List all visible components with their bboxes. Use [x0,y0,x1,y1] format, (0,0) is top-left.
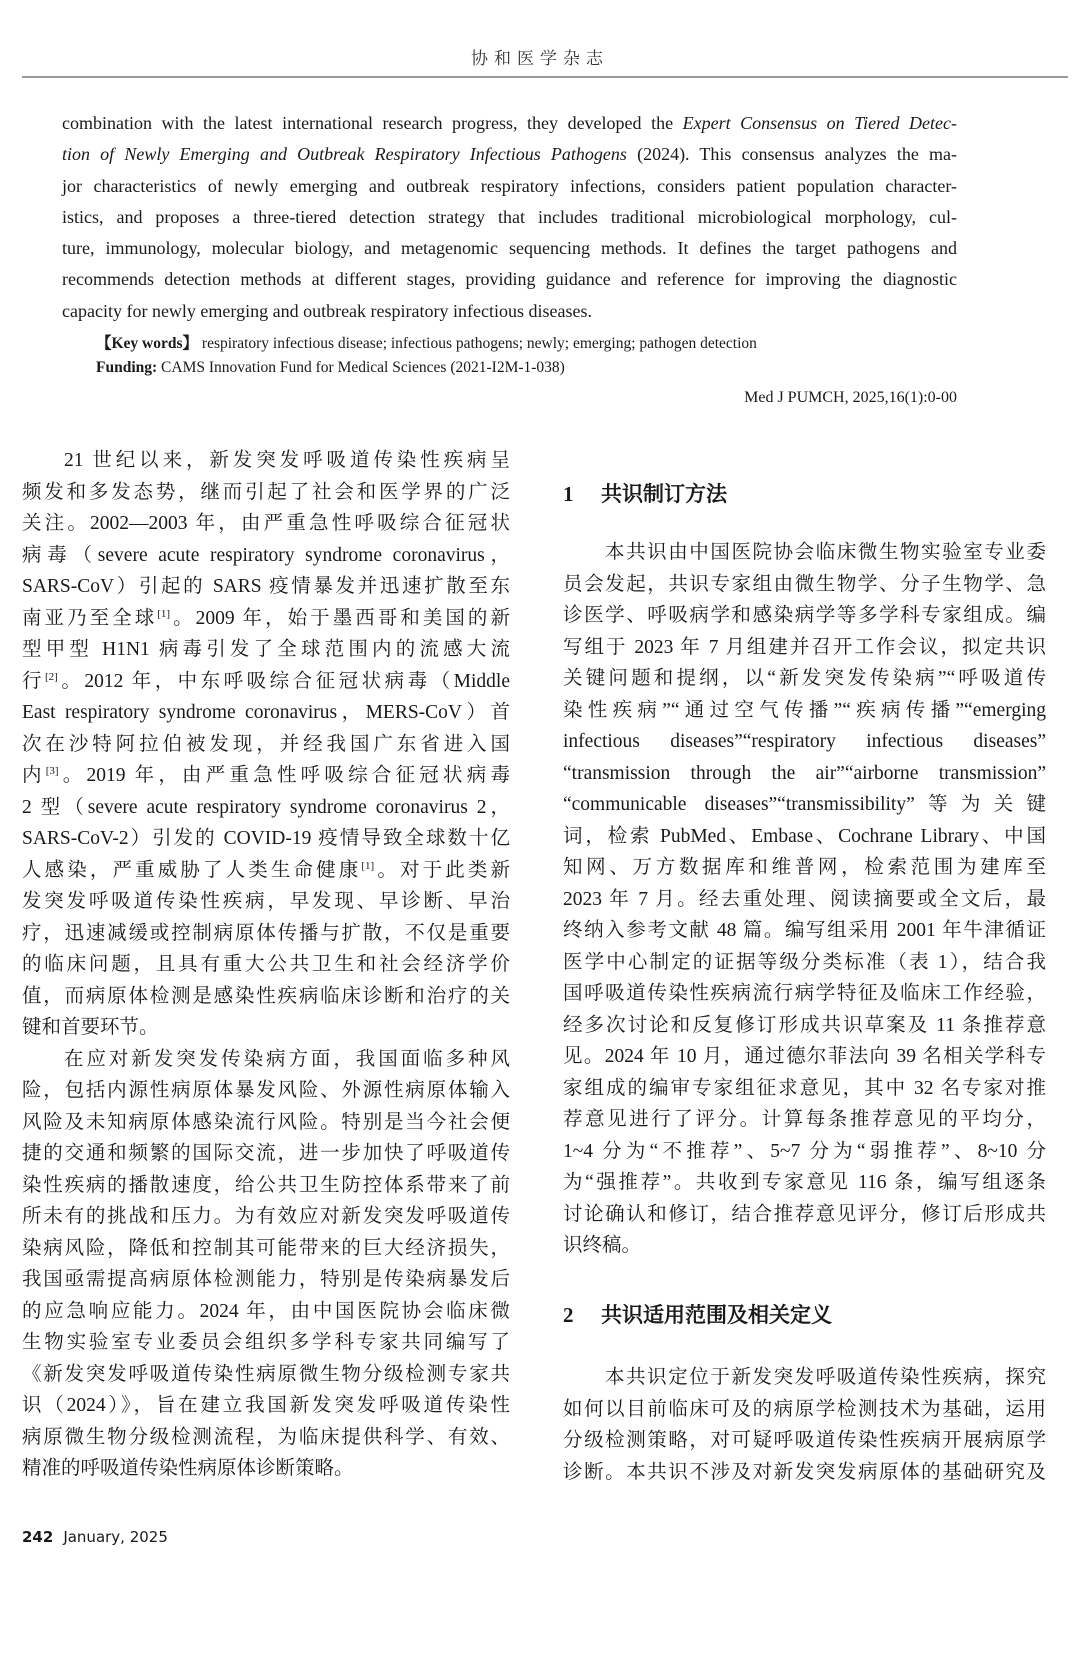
text-line: 频发和多发态势，继而引起了社会和医学界的广泛 [22,481,510,503]
text-line: 键和首要环节。 [22,1017,159,1038]
section-number: 2 [563,1303,574,1327]
keywords [96,331,757,353]
page-footer [22,1528,168,1546]
paragraph [563,537,1046,1262]
text-line: 如何以目前临床可及的病原学检测技术为基础，运用 [563,1398,1046,1420]
text-line: SARS-CoV-2）引发的 COVID-19 疫情导致全球数十亿 [22,828,510,849]
text-line: “transmission through the air”“airborne transmission” [563,762,1046,784]
section-number: 1 [563,482,574,506]
text-line: infectious diseases”“respiratory infectious diseases” [563,731,1046,752]
text-line: 写组于 2023 年 7 月组建并召开工作会议，拟定共识 [563,636,1046,658]
text-line: 疗，迅速减缓或控制病原体传播与扩散，不仅是重要 [22,922,510,944]
text-line: 终纳入参考文献 48 篇。编写组采用 2001 年牛津循证 [563,920,1046,941]
text-line: 次在沙特阿拉伯被发现，并经我国广东省进入国 [22,733,510,755]
text-line: 风险及未知病原体感染流行风险。特别是当今社会便 [22,1111,510,1133]
funding-text: CAMS Innovation Fund for Medical Sciences (2021-I2M-1-038) [161,359,565,376]
text-line: 捷的交通和频繁的国际交流，进一步加快了呼吸道传 [22,1143,510,1164]
text-segment: ture, immunology, molecular biology, and metagenomic sequencing methods. It defines the target pathogens and [62,238,957,259]
section-2-heading [563,1299,832,1329]
text-line: 为“强推荐”。共收到专家意见 116 条，编写组逐条 [563,1172,1046,1193]
text-line: 内[3]。2019 年，由严重急性呼吸综合征冠状病毒 [22,765,510,786]
issue-date: January, 2025 [63,1528,168,1546]
text-line: 南亚乃至全球[1]。2009 年，始于墨西哥和美国的新 [22,607,510,629]
header-rule [22,76,1068,78]
text-line: 识终稿。 [563,1235,642,1256]
citation: Med J PUMCH, 2025,16(1):0-00 [744,389,957,406]
text-line: 关键问题和提纲，以“新发突发传染病”“呼吸道传 [563,668,1046,689]
text-line: 关注。2002—2003 年，由严重急性呼吸综合征冠状 [22,513,510,534]
text-line: 讨论确认和修订，结合推荐意见评分，修订后形成共 [563,1203,1046,1225]
section-1-heading [563,478,727,508]
text-line: 的临床问题，且具有重大公共卫生和社会经济学价 [22,954,510,975]
abstract-line [62,108,957,139]
text-line: 21 世纪以来，新发突发呼吸道传染性疾病呈 [64,450,510,471]
text-line: 染性疾病的播散速度，给公共卫生防控体系带来了前 [22,1174,510,1196]
text-segment: jor characteristics of newly emerging and outbreak respiratory infections, considers patient population character- [62,175,957,196]
text-line: 国呼吸道传染性疾病流行病学特征及临床工作经验， [563,983,1046,1004]
paragraph [22,1044,510,1485]
abstract-line [62,264,957,295]
text-segment: (2024). This consensus analyzes the ma- [626,144,957,165]
left-column [22,445,510,1485]
section-1-body [563,537,1046,1262]
text-line: “communicable diseases”“transmissibility”等为关键 [563,794,1046,815]
abstract-line [62,202,957,233]
text-line: 本共识定位于新发突发呼吸道传染性疾病，探究 [605,1367,1046,1388]
text-line: 知网、万方数据库和维普网，检索范围为建库至 [563,857,1046,878]
text-line: 诊医学、呼吸病学和感染病学等多学科专家组成。编 [563,605,1046,626]
paragraph [563,1362,1046,1488]
text-line: 行[2]。2012 年，中东呼吸综合征冠状病毒（Middle [22,670,510,692]
section-title: 共识适用范围及相关定义 [601,1303,832,1327]
text-line: 员会发起，共识专家组由微生物学、分子生物学、急 [563,573,1046,595]
text-line: 2 型（severe acute respiratory syndrome coronavirus 2， [22,796,510,818]
abstract-line [62,139,957,170]
abstract-line [62,233,957,264]
reference-marker[interactable]: [3] [45,765,59,777]
paragraph [22,445,510,1044]
text-line: 所未有的挑战和压力。为有效应对新发突发呼吸道传 [22,1206,510,1227]
text-line: 诊断。本共识不涉及对新发突发病原体的基础研究及 [563,1461,1046,1483]
text-line: 险，包括内源性病原体暴发风险、外源性病原体输入 [22,1080,510,1101]
text-line: SARS-CoV）引起的 SARS 疫情暴发并迅速扩散至东 [22,576,510,597]
text-line: 词，检索 PubMed、Embase、Cochrane Library、中国 [563,825,1046,847]
reference-marker[interactable]: [1] [361,859,375,872]
abstract-line [62,171,957,202]
text-line: 病原微生物分级检测流程，为临床提供科学、有效、 [22,1426,510,1448]
text-segment: combination with the latest international research progress, they developed the [62,113,683,133]
text-line: 本共识由中国医院协会临床微生物实验室专业委 [605,542,1046,563]
text-segment: istics, and proposes a three-tiered detection strategy that includes traditional microbiological morphology, cul- [62,206,957,227]
text-line: 2023 年 7 月。经去重处理、阅读摘要或全文后，最 [563,888,1046,910]
consensus-title-italic: tion of Newly Emerging and Outbreak Respiratory Infectious Pathogens [62,144,627,165]
text-line: 《新发突发呼吸道传染性病原微生物分级检测专家共 [22,1363,510,1385]
text-segment: capacity for newly emerging and outbreak respiratory infectious diseases. [62,300,592,321]
section-2-body [563,1362,1046,1488]
text-line: 医学中心制定的证据等级分类标准（表 1），结合我 [563,951,1046,973]
funding [96,359,565,377]
text-line: 染病风险，降低和控制其可能带来的巨大经济损失， [22,1237,510,1259]
reference-marker[interactable]: [1] [157,607,171,620]
text-line: 值，而病原体检测是感染性疾病临床诊断和治疗的关 [22,985,510,1007]
text-line: East respiratory syndrome coronavirus，MERS-CoV）首 [22,702,510,723]
abstract-line [62,296,957,327]
text-line: 染性疾病”“通过空气传播”“疾病传播”“emerging [563,699,1046,721]
text-line: 人感染，严重威胁了人类生命健康[1]。对于此类新 [22,859,510,881]
text-line: 经多次讨论和反复修订形成共识草案及 11 条推荐意 [563,1014,1046,1036]
section-title: 共识制订方法 [601,482,727,506]
text-line: 我国亟需提高病原体检测能力，特别是传染病暴发后 [22,1269,510,1290]
funding-label: Funding: [96,359,158,376]
text-line: 病毒（severe acute respiratory syndrome coronavirus， [22,544,510,566]
text-line: 分级检测策略，对可疑呼吸道传染性疾病开展病原学 [563,1430,1046,1451]
journal-title: 协和医学杂志 [471,49,609,68]
keywords-text: respiratory infectious disease; infectious pathogens; newly; emerging; pathogen detection [201,335,757,352]
abstract-text [62,108,957,327]
text-line: 生物实验室专业委员会组织多学科专家共同编写了 [22,1332,510,1353]
text-line: 精准的呼吸道传染性病原体诊断策略。 [22,1458,354,1479]
keywords-label: 【Key words】 [96,335,199,352]
text-segment: recommends detection methods at different stages, providing guidance and reference for improving the diagnostic [62,269,957,290]
page-number: 242 [22,1528,54,1546]
text-line: 识（2024）》，旨在建立我国新发突发呼吸道传染性 [22,1395,510,1416]
text-line: 的应急响应能力。2024 年，由中国医院协会临床微 [22,1300,510,1322]
reference-marker[interactable]: [2] [45,670,58,683]
text-line: 见。2024 年 10 月，通过德尔菲法向 39 名相关学科专 [563,1046,1046,1067]
text-line: 荐意见进行了评分。计算每条推荐意见的平均分， [563,1109,1046,1130]
consensus-title-italic: Expert Consensus on Tiered Detec- [682,113,957,133]
text-line: 家组成的编审专家组征求意见，其中 32 名专家对推 [563,1077,1046,1099]
text-line: 发突发呼吸道传染性疾病，早发现、早诊断、早治 [22,891,510,912]
text-line: 型甲型 H1N1 病毒引发了全球范围内的流感大流 [22,639,510,660]
text-line: 在应对新发突发传染病方面，我国面临多种风 [64,1048,510,1070]
text-line: 1~4 分为“不推荐”、5~7 分为“弱推荐”、8~10 分 [563,1140,1046,1162]
